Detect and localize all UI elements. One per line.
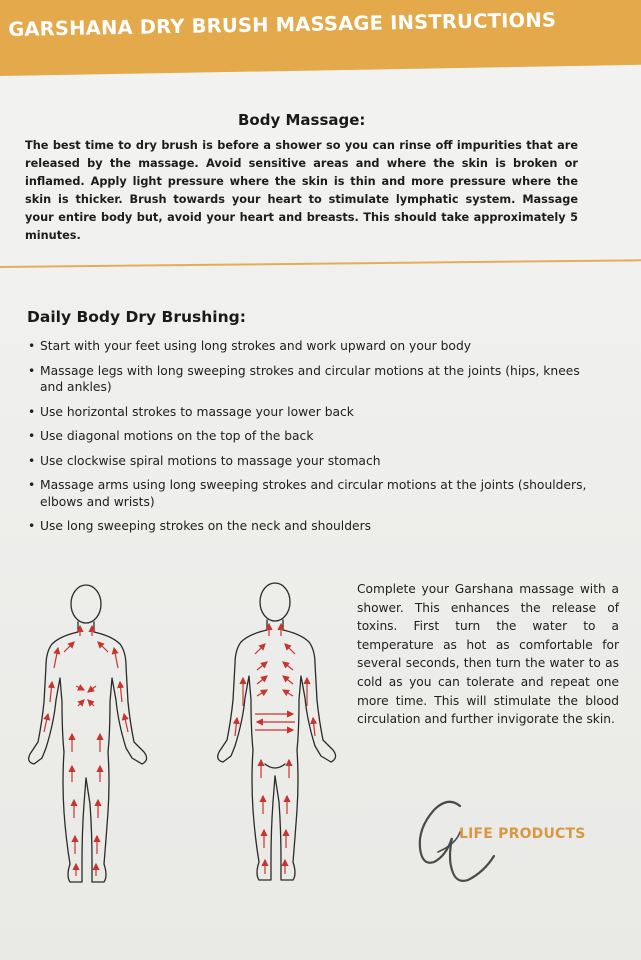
section-divider: [0, 259, 641, 268]
daily-brushing-title: Daily Body Dry Brushing:: [27, 308, 246, 326]
life-products-logo-icon: [408, 792, 598, 892]
daily-brushing-list: [28, 338, 588, 543]
list-item: • Use clockwise spiral motions to massage your stomach: [28, 453, 588, 470]
list-item: • Massage arms using long sweeping strokes and circular motions at the joints (shoulders, elbows and wrists): [28, 477, 588, 510]
body-massage-title: Body Massage:: [238, 111, 366, 129]
brand-name: LIFE PRODUCTS: [459, 826, 586, 842]
list-item: • Start with your feet using long strokes and work upward on your body: [28, 338, 588, 355]
shower-instructions: Complete your Garshana massage with a shower. This enhances the release of toxins. First turn the water to a temperature as hot as comfortable for several seconds, then turn the water to as cold as you can tolerate and repeat one more time. This will stimulate the blood circulation and further invigorate the skin.: [357, 582, 619, 727]
page-title: GARSHANA DRY BRUSH MASSAGE INSTRUCTIONS: [8, 8, 557, 41]
body-massage-text: The best time to dry brush is before a shower so you can rinse off impurities that are released by the massage. Avoid sensitive areas and where the skin is broken or inflamed. Apply light pressure where the skin is thin and more pressure where the skin is thicker. Brush towards your heart to stimulate lymphatic system. Massage your entire body but, avoid your heart and breasts. This should take approximately 5 minutes.: [25, 139, 578, 242]
list-item: • Massage legs with long sweeping strokes and circular motions at the joints (hips, knees and ankles): [28, 363, 588, 396]
back-body-diagram: [215, 578, 345, 890]
front-body-diagram: [20, 582, 155, 894]
list-item: • Use long sweeping strokes on the neck and shoulders: [28, 518, 588, 535]
list-item: • Use horizontal strokes to massage your lower back: [28, 404, 588, 421]
list-item: • Use diagonal motions on the top of the back: [28, 428, 588, 445]
